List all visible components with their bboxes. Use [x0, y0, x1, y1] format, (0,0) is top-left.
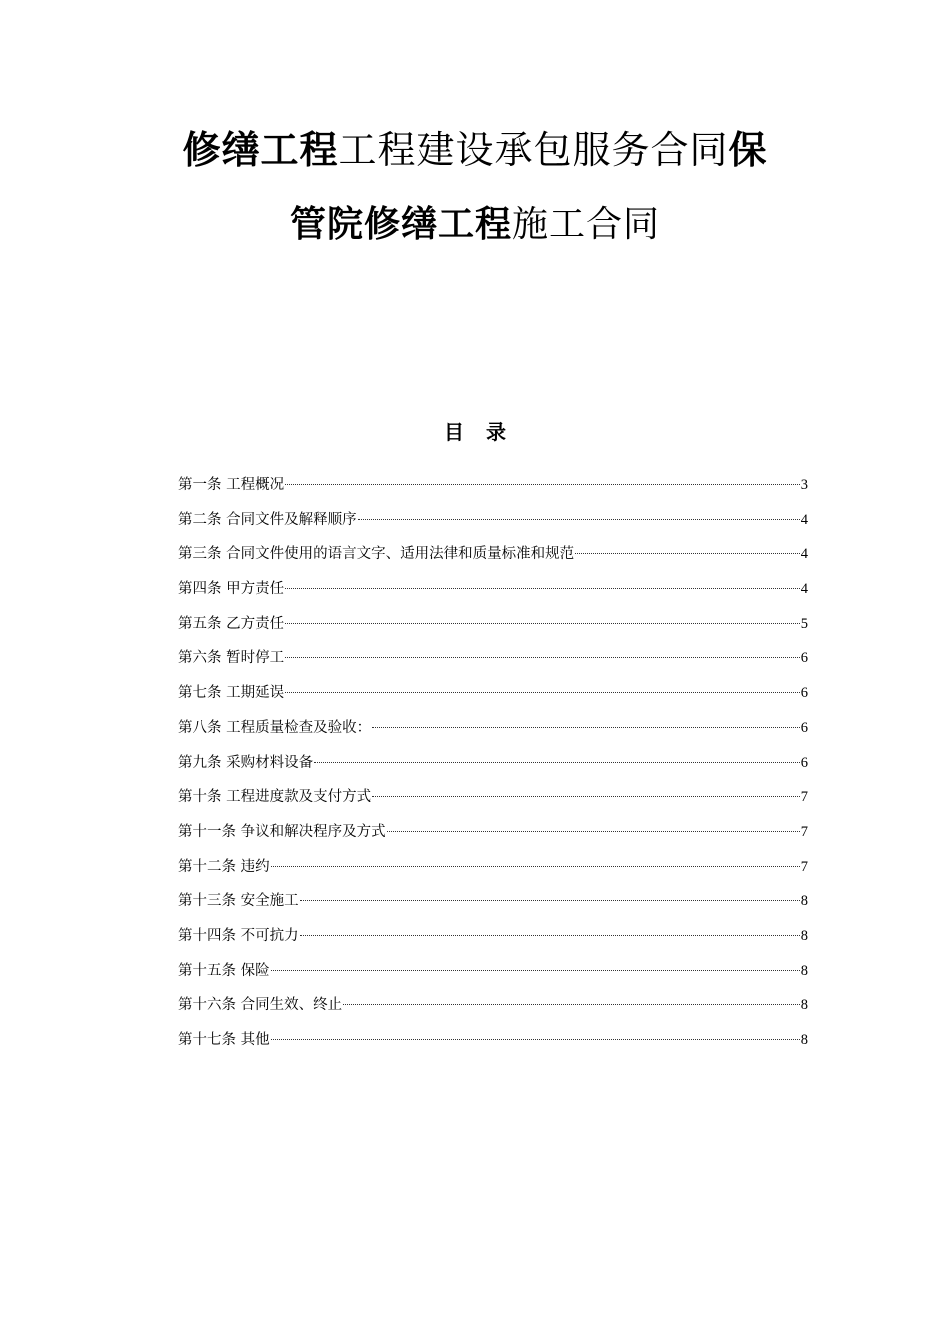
table-of-contents	[178, 468, 808, 1058]
toc-entry-label: 第十四条 不可抗力	[178, 927, 299, 944]
toc-dot-leader	[372, 707, 800, 728]
toc-entry[interactable]	[178, 607, 808, 642]
toc-entry-page-number: 6	[800, 650, 808, 667]
toc-entry-label: 第一条 工程概况	[178, 477, 285, 493]
toc-dot-leader	[285, 603, 800, 624]
toc-dot-leader	[271, 1019, 800, 1040]
document-title-line-1	[0, 122, 950, 178]
toc-entry-label: 第十一条 争议和解决程序及方式	[178, 823, 386, 840]
toc-entry-label: 第十七条 其他	[178, 1032, 270, 1048]
toc-dot-leader	[387, 811, 800, 832]
toc-entry-page-number: 8	[800, 927, 808, 944]
toc-entry[interactable]	[178, 711, 808, 746]
toc-entry-label: 第四条 甲方责任	[178, 581, 285, 598]
toc-entry-page-number: 8	[800, 997, 808, 1014]
toc-dot-leader	[575, 533, 800, 554]
toc-entry-page-number: 6	[800, 754, 808, 771]
toc-entry-label: 第十条 工程进度款及支付方式	[178, 789, 372, 806]
toc-entry-page-number: 3	[800, 477, 808, 493]
toc-dot-leader	[285, 637, 800, 658]
toc-entry[interactable]	[178, 815, 808, 850]
toc-entry[interactable]	[178, 954, 808, 989]
toc-dot-leader	[372, 776, 800, 797]
toc-entry[interactable]	[178, 919, 808, 954]
toc-entry-page-number: 8	[800, 962, 808, 979]
toc-entry[interactable]	[178, 676, 808, 711]
toc-entry[interactable]	[178, 988, 808, 1023]
toc-entry-page-number: 8	[800, 1032, 808, 1048]
toc-entry-page-number: 4	[800, 581, 808, 598]
toc-entry-label: 第十五条 保险	[178, 962, 270, 979]
document-title-line-2	[0, 198, 950, 252]
toc-entry[interactable]	[178, 641, 808, 676]
title-light-part: 工程建设承包服务合同	[338, 128, 729, 172]
toc-dot-leader	[300, 915, 800, 936]
toc-entry-page-number: 6	[800, 719, 808, 736]
toc-entry-label: 第十六条 合同生效、终止	[178, 997, 343, 1014]
toc-dot-leader	[300, 880, 800, 901]
toc-dot-leader	[271, 846, 800, 867]
toc-entry[interactable]	[178, 780, 808, 815]
toc-entry-page-number: 4	[800, 511, 808, 528]
toc-entry-page-number: 6	[800, 685, 808, 702]
toc-entry-label: 第八条 工程质量检查及验收：	[178, 719, 372, 736]
toc-entry-label: 第九条 采购材料设备	[178, 754, 314, 771]
toc-dot-leader	[271, 950, 800, 971]
toc-entry-label: 第二条 合同文件及解释顺序	[178, 511, 357, 528]
title-light-part-2: 施工合同	[512, 204, 661, 245]
toc-entry-page-number: 8	[800, 893, 808, 910]
title-bold-part: 修缮工程	[182, 128, 339, 172]
toc-entry[interactable]	[178, 850, 808, 885]
toc-dot-leader	[285, 464, 800, 485]
toc-entry-page-number: 4	[800, 546, 808, 563]
toc-dot-leader	[285, 672, 800, 693]
toc-entry-page-number: 7	[800, 823, 808, 840]
toc-entry[interactable]	[178, 746, 808, 781]
toc-entry-label: 第十三条 安全施工	[178, 893, 299, 910]
toc-entry[interactable]	[178, 503, 808, 538]
title-bold-tail: 保	[728, 128, 768, 172]
toc-entry[interactable]	[178, 884, 808, 919]
toc-entry-label: 第三条 合同文件使用的语言文字、适用法律和质量标准和规范	[178, 546, 575, 563]
toc-entry-label: 第五条 乙方责任	[178, 615, 285, 632]
toc-dot-leader	[343, 984, 800, 1005]
toc-dot-leader	[285, 568, 800, 589]
toc-dot-leader	[314, 742, 800, 763]
toc-entry[interactable]	[178, 1023, 808, 1058]
toc-entry[interactable]	[178, 537, 808, 572]
toc-entry[interactable]	[178, 572, 808, 607]
toc-dot-leader	[358, 499, 800, 520]
toc-entry-label: 第十二条 违约	[178, 858, 270, 875]
toc-entry-label: 第七条 工期延误	[178, 685, 285, 702]
title-bold-part-2: 管院修缮工程	[289, 204, 512, 245]
toc-entry[interactable]	[178, 468, 808, 503]
toc-entry-page-number: 5	[800, 615, 808, 632]
toc-heading: 目录	[444, 420, 528, 444]
toc-entry-label: 第六条 暂时停工	[178, 650, 285, 667]
toc-entry-page-number: 7	[800, 789, 808, 806]
toc-entry-page-number: 7	[800, 858, 808, 875]
